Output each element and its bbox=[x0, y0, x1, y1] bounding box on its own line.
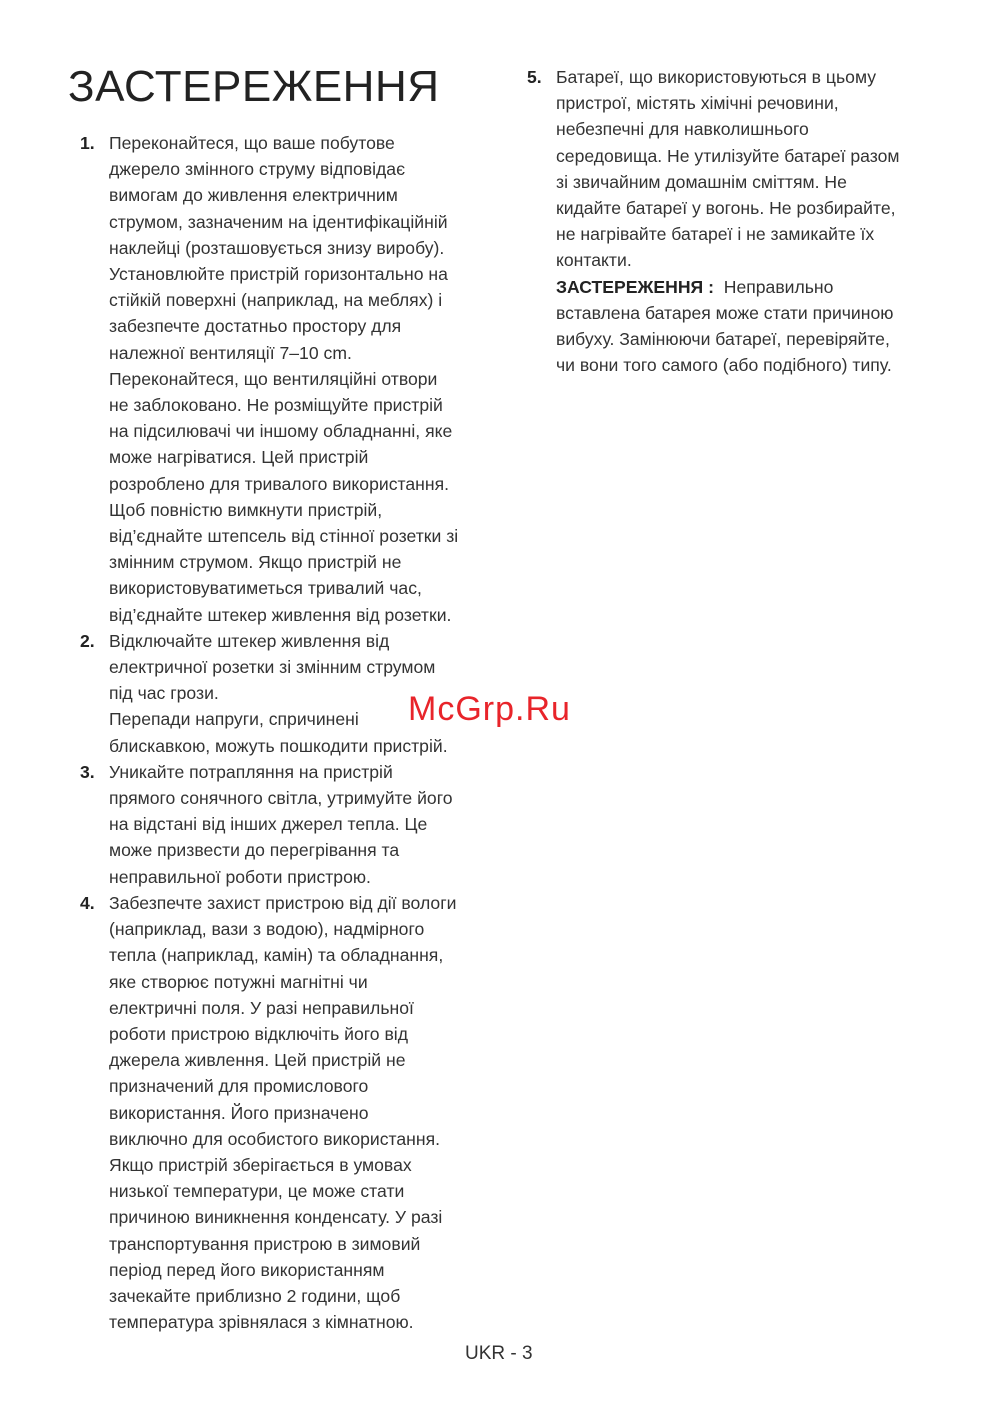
text-line: зачекайте приблизно 2 години, щоб bbox=[109, 1285, 401, 1306]
item-text bbox=[109, 130, 490, 628]
item-number: 5. bbox=[527, 67, 542, 87]
text-line: причиною виникнення конденсату. У разі bbox=[109, 1207, 443, 1228]
item-number: 3. bbox=[80, 761, 95, 782]
text-line: під час грози. bbox=[109, 683, 219, 704]
page-number: UKR - 3 bbox=[465, 1343, 533, 1364]
text-line: вимогам до живлення електричним bbox=[109, 185, 398, 206]
caution-note bbox=[556, 274, 937, 379]
text-line: середовища. Не утилізуйте батареї разом bbox=[556, 145, 900, 166]
text-line: пристрої, містять хімічні речовини, bbox=[556, 93, 839, 114]
text-line: джерело змінного струму відповідає bbox=[109, 159, 406, 180]
text-line: температура зрівнялася з кімнатною. bbox=[109, 1312, 414, 1333]
text-line: Щоб повністю вимкнути пристрій, bbox=[109, 499, 383, 520]
text-line: не заблоковано. Не розміщуйте пристрій bbox=[109, 395, 443, 416]
text-line: контакти. bbox=[556, 250, 632, 271]
text-line: неправильної роботи пристрою. bbox=[109, 866, 371, 887]
text-line: чи вони того самого (або подібного) типу. bbox=[556, 355, 892, 376]
text-line: Неправильно bbox=[723, 276, 834, 297]
text-line: призначений для промислового bbox=[109, 1076, 369, 1097]
text-line: блискавкою, можуть пошкодити пристрій. bbox=[109, 735, 448, 756]
text-line: Переконайтеся, що ваше побутове bbox=[109, 133, 395, 153]
text-line: струмом, зазначеним на ідентифікаційній bbox=[109, 211, 448, 232]
text-line: Відключайте штекер живлення від bbox=[109, 630, 390, 651]
text-line: джерела живлення. Цей пристрій не bbox=[109, 1050, 406, 1071]
text-line: стійкій поверхні (наприклад, на меблях) і bbox=[109, 290, 443, 311]
list-item-1 bbox=[80, 130, 490, 628]
text-line: змінним струмом. Якщо пристрій не bbox=[109, 552, 402, 573]
text-line: використання. Його призначено bbox=[109, 1102, 369, 1123]
text-line: прямого сонячного світла, утримуйте його bbox=[109, 788, 453, 809]
text-line: на підсилювачі чи іншому обладнанні, яке bbox=[109, 421, 453, 442]
text-line: тепла (наприклад, камін) та обладнання, bbox=[109, 945, 444, 966]
text-line: використовуватиметься тривалий час, bbox=[109, 578, 422, 599]
watermark: McGrp.Ru bbox=[408, 690, 571, 728]
text-line: (наприклад, вази з водою), надмірного bbox=[109, 919, 425, 940]
right-column bbox=[527, 64, 937, 378]
page-title: ЗАСТЕРЕЖЕННЯ bbox=[68, 62, 440, 111]
list-item-4 bbox=[80, 890, 490, 1335]
text-line: роботи пристрою відключіть його від bbox=[109, 1023, 408, 1044]
text-line: забезпечте достатньо простору для bbox=[109, 316, 402, 337]
text-line: зі звичайним домашнім сміттям. Не bbox=[556, 171, 847, 192]
list-item-3 bbox=[80, 759, 490, 890]
text-line: низької температури, це може стати bbox=[109, 1181, 405, 1202]
text-line: вибуху. Замінюючи батареї, перевіряйте, bbox=[556, 329, 890, 350]
text-line: електричні поля. У разі неправильної bbox=[109, 997, 414, 1018]
list-item-5 bbox=[527, 64, 937, 378]
text-line: період перед його використанням bbox=[109, 1259, 385, 1280]
left-column bbox=[80, 130, 490, 1335]
text-line: небезпечні для навколишнього bbox=[556, 119, 809, 140]
text-line: Уникайте потрапляння на пристрій bbox=[109, 761, 393, 782]
text-line: Переконайтеся, що вентиляційні отвори bbox=[109, 368, 438, 389]
text-line: належної вентиляції 7–10 cm. bbox=[109, 342, 352, 363]
text-line: транспортування пристрою в зимовий bbox=[109, 1233, 421, 1254]
text-line: виключно для особистого використання. bbox=[109, 1128, 441, 1149]
text-line: на відстані від інших джерел тепла. Це bbox=[109, 814, 428, 835]
item-text bbox=[109, 890, 490, 1335]
caution-label: ЗАСТЕРЕЖЕННЯ : bbox=[556, 276, 714, 297]
text-line: не нагрівайте батареї і не замикайте їх bbox=[556, 224, 875, 245]
text-line: яке створює потужні магнітні чи bbox=[109, 971, 368, 992]
text-line: від’єднайте штекер живлення від розетки. bbox=[109, 604, 452, 625]
text-line: може нагріватися. Цей пристрій bbox=[109, 447, 369, 468]
text-line: Установлюйте пристрій горизонтально на bbox=[109, 264, 448, 285]
text-line: від’єднайте штепсель від стінної розетки зі bbox=[109, 526, 459, 547]
text-line: Батареї, що використовуються в цьому bbox=[556, 67, 877, 87]
text-line: може призвести до перегрівання та bbox=[109, 840, 400, 861]
item-number: 1. bbox=[80, 133, 95, 153]
text-line: електричної розетки зі змінним струмом bbox=[109, 657, 436, 678]
text-line: Якщо пристрій зберігається в умовах bbox=[109, 1154, 412, 1175]
text-line: розроблено для тривалого використання. bbox=[109, 473, 449, 494]
item-number: 2. bbox=[80, 630, 95, 651]
text-line: кидайте батареї у вогонь. Не розбирайте, bbox=[556, 198, 896, 219]
text-line: Забезпечте захист пристрою від дії вологи bbox=[109, 892, 457, 913]
text-line: Перепади напруги, спричинені bbox=[109, 709, 359, 730]
item-text bbox=[556, 64, 937, 274]
item-text bbox=[109, 759, 490, 890]
item-number: 4. bbox=[80, 892, 95, 913]
text-line: наклейці (розташовується знизу виробу). bbox=[109, 237, 445, 258]
text-line: вставлена батарея може стати причиною bbox=[556, 302, 894, 323]
